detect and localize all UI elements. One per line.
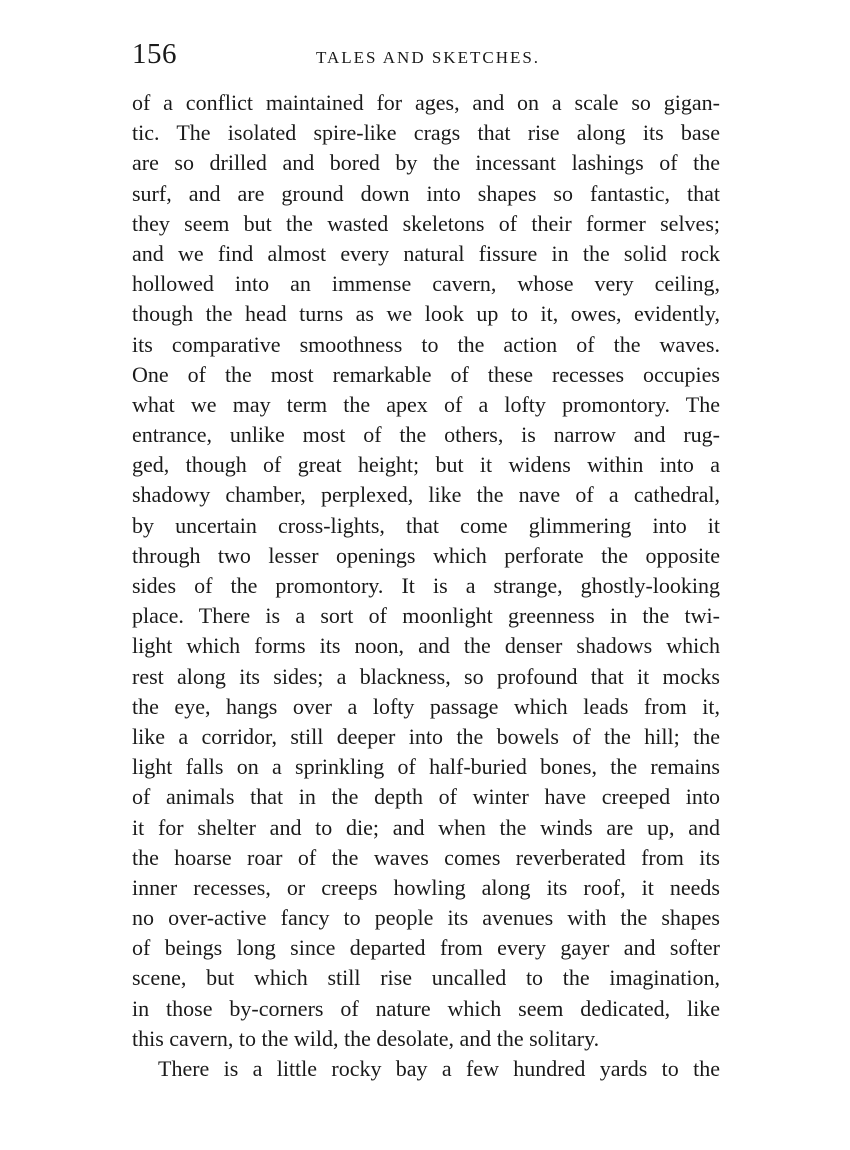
- text-line: light which forms its noon, and the denser shadows which: [132, 633, 720, 659]
- text-line: through two lesser openings which perforate the opposite: [132, 542, 720, 568]
- text-line-paragraph-end: this cavern, to the wild, the desolate, and the solitary.: [132, 1025, 600, 1051]
- text-line: scene, but which still rise uncalled to the imagination,: [132, 965, 720, 991]
- running-head: [130, 38, 720, 78]
- text-line: are so drilled and bored by the incessant lashings of the: [132, 150, 720, 176]
- text-line: of a conflict maintained for ages, and on a scale so gigan-: [132, 90, 720, 115]
- text-line: in those by-corners of nature which seem dedicated, like: [132, 995, 720, 1021]
- text-line: like a corridor, still deeper into the bowels of the hill; the: [132, 723, 720, 749]
- text-line: it for shelter and to die; and when the winds are up, and: [132, 814, 720, 840]
- text-line: its comparative smoothness to the action of the waves.: [132, 331, 720, 357]
- text-line: they seem but the wasted skeletons of their former selves;: [132, 210, 720, 236]
- text-line: what we may term the apex of a lofty promontory. The: [132, 391, 720, 417]
- text-line: of animals that in the depth of winter have creeped into: [132, 784, 720, 810]
- text-line: though the head turns as we look up to it, owes, evidently,: [132, 301, 720, 327]
- text-line: rest along its sides; a blackness, so profound that it mocks: [132, 663, 720, 689]
- text-line: hollowed into an immense cavern, whose very ceiling,: [132, 271, 720, 297]
- text-line: shadowy chamber, perplexed, like the nave of a cathedral,: [132, 482, 720, 508]
- page-number: 156: [132, 38, 177, 70]
- text-line: One of the most remarkable of these recesses occupies: [132, 361, 720, 387]
- running-title: TALES AND SKETCHES.: [315, 48, 541, 67]
- paragraph: [132, 88, 720, 1054]
- text-line: of beings long since departed from every gayer and softer: [132, 935, 720, 961]
- text-line: light falls on a sprinkling of half-buried bones, the remains: [132, 754, 720, 780]
- text-line: no over-active fancy to people its avenues with the shapes: [132, 905, 720, 931]
- paragraph-next: [132, 1054, 720, 1084]
- text-line: place. There is a sort of moonlight greenness in the twi-: [132, 603, 720, 629]
- body-text: [132, 88, 720, 1084]
- text-line: entrance, unlike most of the others, is narrow and rug-: [132, 422, 720, 448]
- text-line: the hoarse roar of the waves comes reverberated from its: [132, 844, 720, 870]
- text-line-paragraph-start: There is a little rocky bay a few hundred yards to the: [158, 1056, 720, 1081]
- text-line: ged, though of great height; but it widens within into a: [132, 452, 720, 478]
- text-line: the eye, hangs over a lofty passage which leads from it,: [132, 693, 720, 719]
- text-line: tic. The isolated spire-like crags that rise along its base: [132, 120, 720, 146]
- text-line: by uncertain cross-lights, that come glimmering into it: [132, 512, 720, 538]
- text-line: and we find almost every natural fissure in the solid rock: [132, 240, 720, 266]
- text-line: surf, and are ground down into shapes so fantastic, that: [132, 180, 720, 206]
- text-line: sides of the promontory. It is a strange, ghostly-looking: [132, 573, 720, 598]
- text-line: inner recesses, or creeps howling along its roof, it needs: [132, 874, 720, 900]
